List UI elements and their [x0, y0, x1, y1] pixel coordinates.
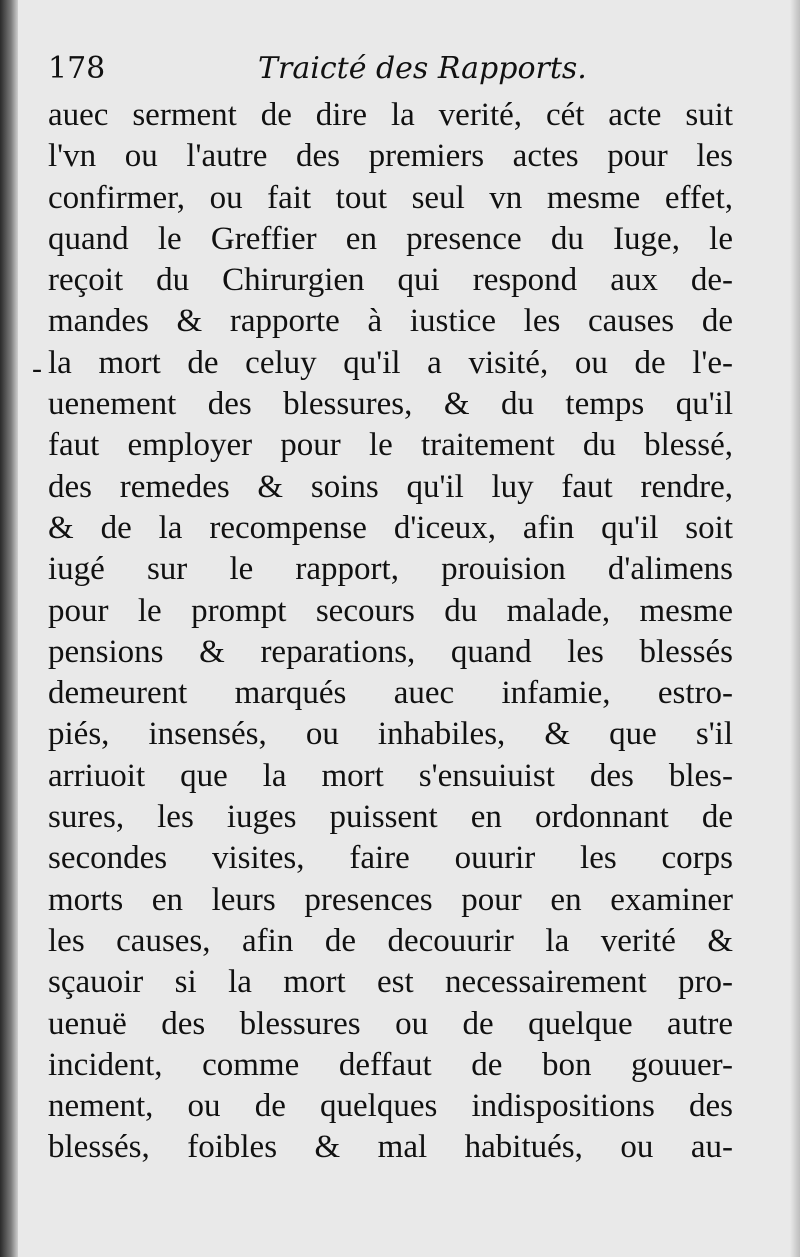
text-line: nement, ou de quelques indispositions des: [48, 1088, 733, 1125]
text-line: mandes & rapporte à iustice les causes de: [48, 303, 733, 340]
text-line: blessés, foibles & mal habitués, ou au-: [48, 1129, 733, 1166]
page-gutter-shadow: [0, 0, 18, 1257]
text-line: reçoit du Chirurgien qui respond aux de-: [48, 262, 733, 299]
text-line: auec serment de dire la verité, cét acte suit: [48, 97, 733, 133]
page-edge: [790, 0, 800, 1257]
text-line: uenuë des blessures ou de quelque autre: [48, 1005, 733, 1042]
text-line: morts en leurs presences pour en examiner: [48, 881, 733, 918]
text-line: l'vn ou l'autre des premiers actes pour les: [48, 138, 733, 175]
text-line: pensions & reparations, quand les blessés: [48, 633, 733, 670]
text-line: pour le prompt secours du malade, mesme: [48, 592, 733, 629]
text-line: les causes, afin de decouurir la verité &: [48, 922, 733, 959]
text-line: la mort de celuy qu'il a visité, ou de l'e-: [48, 344, 733, 381]
text-body: [48, 95, 733, 1169]
text-line: sçauoir si la mort est necessairement pro-: [48, 964, 733, 1001]
text-line: uenement des blessures, & du temps qu'il: [48, 386, 733, 423]
text-line: confirmer, ou fait tout seul vn mesme effet,: [48, 179, 733, 216]
text-line: faut employer pour le traitement du blessé,: [48, 427, 733, 464]
text-line: des remedes & soins qu'il luy faut rendre,: [48, 468, 733, 505]
text-line: iugé sur le rapport, prouision d'alimens: [48, 551, 733, 588]
text-line: sures, les iuges puissent en ordonnant de: [48, 799, 733, 836]
text-line: incident, comme deffaut de bon gouuer-: [48, 1046, 733, 1083]
text-line: piés, insensés, ou inhabiles, & que s'il: [48, 716, 733, 753]
text-line: quand le Greffier en presence du Iuge, le: [48, 220, 733, 257]
text-line: arriuoit que la mort s'ensuiuist des bles-: [48, 757, 733, 794]
text-line: demeurent marqués auec infamie, estro-: [48, 675, 733, 712]
text-line: secondes visites, faire ouurir les corps: [48, 840, 733, 877]
page-header: [48, 46, 748, 92]
margin-mark: -: [32, 352, 42, 385]
running-title: Traicté des Rapports.: [258, 51, 587, 86]
page-number: 178: [48, 51, 106, 86]
text-line: & de la recompense d'iceux, afin qu'il soit: [48, 509, 733, 546]
